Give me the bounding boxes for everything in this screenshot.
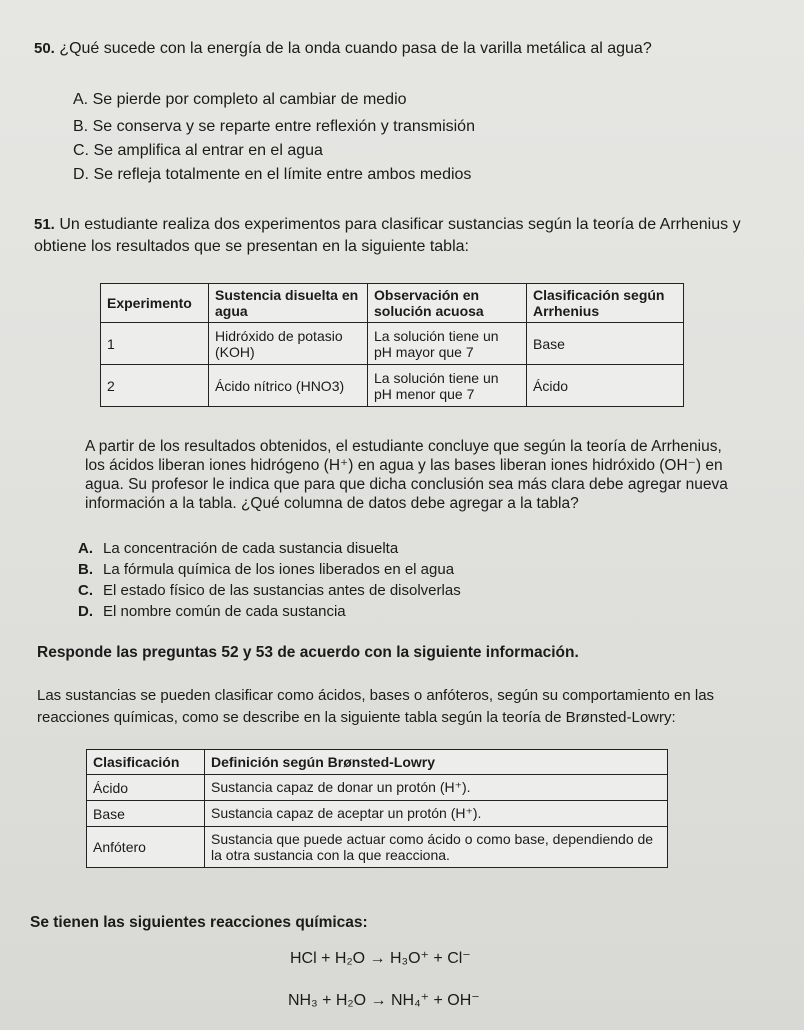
table-cell: La solución tiene un pH mayor que 7 xyxy=(368,323,527,365)
option-a[interactable]: A. Se pierde por completo al cambiar de medio xyxy=(73,91,407,108)
section-paragraph: Las sustancias se pueden clasificar como ácidos, bases o anfóteros, según su comportamiento en las reacciones químicas, como se describe en la siguiente tabla según la teoría de Brønsted-Lowry: xyxy=(37,687,715,726)
option-d[interactable]: D. Se refleja totalmente en el límite entre ambos medios xyxy=(73,166,472,183)
question-50 xyxy=(34,40,652,58)
table-row xyxy=(87,775,668,801)
table-row xyxy=(101,365,684,407)
arrhenius-table xyxy=(100,283,684,407)
question-text: ¿Qué sucede con la energía de la onda cuando pasa de la varilla metálica al agua? xyxy=(59,40,652,57)
table-header: Definición según Brønsted-Lowry xyxy=(205,750,668,775)
question-51 xyxy=(34,214,774,258)
option-c[interactable]: C. El estado físico de las sustancias antes de disolverlas xyxy=(78,582,461,599)
table-cell: Ácido xyxy=(527,365,684,407)
section-instruction: Responde las preguntas 52 y 53 de acuerdo con la siguiente información. xyxy=(37,644,579,661)
reaction-nh3: NH₃ + H₂O → NH₄⁺ + OH⁻ xyxy=(288,992,480,1009)
table-cell: Ácido nítrico (HNO3) xyxy=(209,365,368,407)
table-row xyxy=(101,323,684,365)
option-b[interactable]: B. Se conserva y se reparte entre reflexión y transmisión xyxy=(73,118,475,135)
bronsted-lowry-table xyxy=(86,749,668,868)
table-header: Sustencia disuelta en agua xyxy=(209,284,368,323)
option-b[interactable]: B. La fórmula química de los iones liberados en el agua xyxy=(78,561,455,578)
table-header: Observación en solución acuosa xyxy=(368,284,527,323)
table-cell: 2 xyxy=(101,365,209,407)
table-cell: Anfótero xyxy=(87,827,205,868)
table-header-row xyxy=(101,284,684,323)
reaction-hcl: HCl + H₂O → H₃O⁺ + Cl⁻ xyxy=(290,950,471,967)
question-number: 50. xyxy=(34,40,55,57)
table-row xyxy=(87,801,668,827)
option-c[interactable]: C. Se amplifica al entrar en el agua xyxy=(73,142,323,159)
table-cell: Base xyxy=(87,801,205,827)
question-51-paragraph: A partir de los resultados obtenidos, el estudiante concluye que según la teoría de Arrhenius, los ácidos liberan iones hidrógeno (H⁺) en agua y las bases liberan iones hidróxido (OH⁻) en agua. Su profesor le indica que para que dicha conclusión sea más clara debe agregar nueva información a la tabla. ¿Qué columna de datos debe agregar a la tabla? xyxy=(85,438,728,512)
table-header: Clasificación según Arrhenius xyxy=(527,284,684,323)
table-cell: Hidróxido de potasio (KOH) xyxy=(209,323,368,365)
reactions-intro: Se tienen las siguientes reacciones químicas: xyxy=(30,914,368,931)
option-d[interactable]: D. El nombre común de cada sustancia xyxy=(78,603,346,620)
table-header: Experimento xyxy=(101,284,209,323)
table-row xyxy=(87,827,668,868)
table-cell: Ácido xyxy=(87,775,205,801)
table-cell: Sustancia capaz de donar un protón (H⁺). xyxy=(205,775,668,801)
question-number: 51. xyxy=(34,216,55,233)
table-cell: Sustancia capaz de aceptar un protón (H⁺). xyxy=(205,801,668,827)
table-cell: Base xyxy=(527,323,684,365)
table-cell: La solución tiene un pH menor que 7 xyxy=(368,365,527,407)
table-cell: 1 xyxy=(101,323,209,365)
table-header-row xyxy=(87,750,668,775)
question-text: Un estudiante realiza dos experimentos para clasificar sustancias según la teoría de Arrhenius y obtiene los resultados que se presentan en la siguiente tabla: xyxy=(34,216,741,255)
table-header: Clasificación xyxy=(87,750,205,775)
table-cell: Sustancia que puede actuar como ácido o como base, dependiendo de la otra sustancia con la que reacciona. xyxy=(205,827,668,868)
option-a[interactable]: A. La concentración de cada sustancia disuelta xyxy=(78,540,399,557)
